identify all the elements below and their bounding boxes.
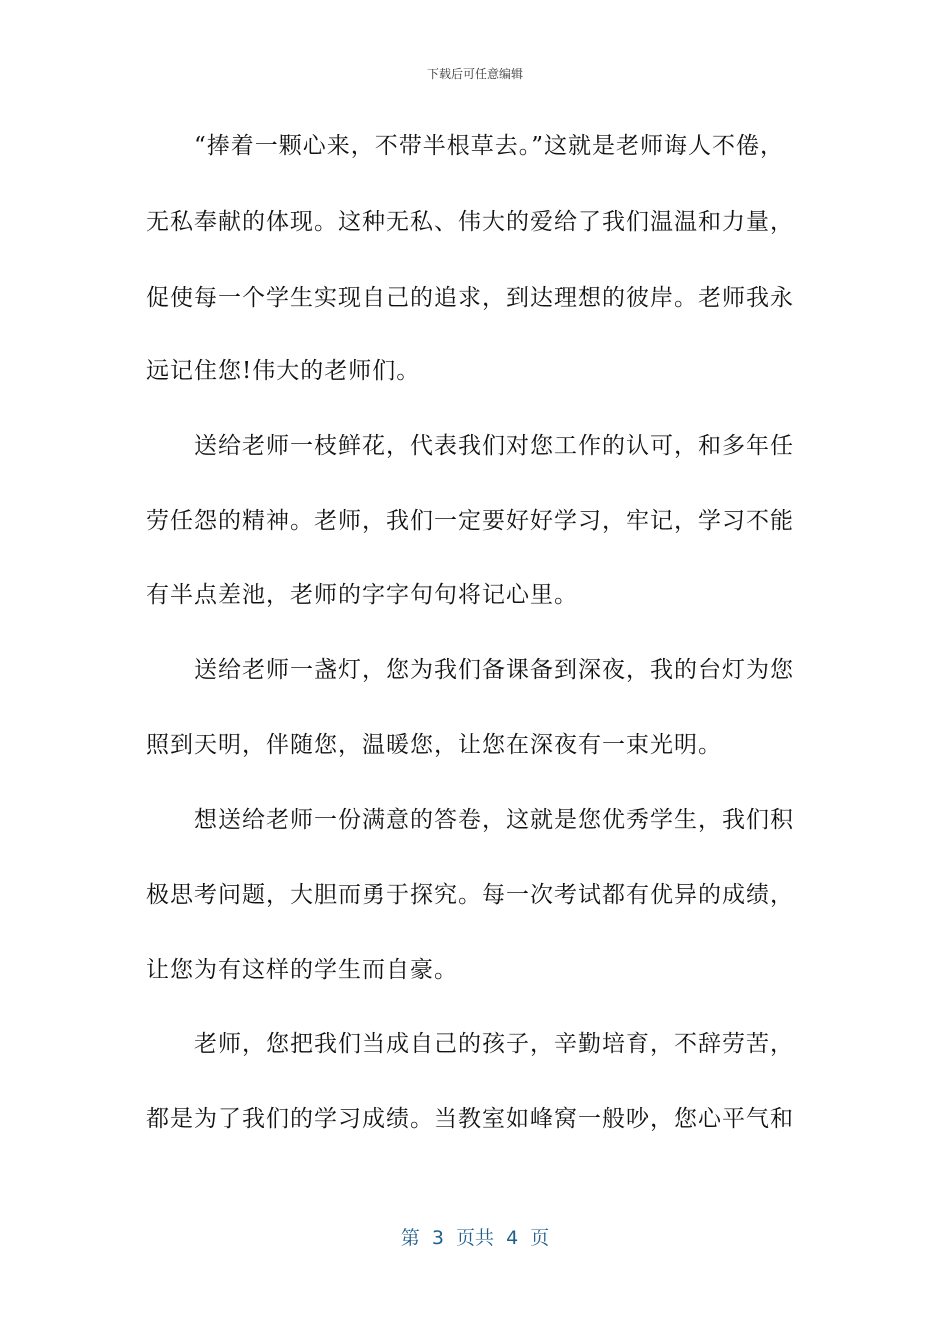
text-line: 让您为有这样的学生而自豪。 [146,957,458,983]
text-line: “捧着一颗心来，不带半根草去。”这就是老师诲人不倦， [194,133,785,159]
page-number-footer: 第 3 页共 4 页 [400,1227,550,1249]
text-line: 无私奉献的体现。这种无私、伟大的爱给了我们温温和力量， [146,209,794,235]
text-line: 送给老师一盏灯，您为我们备课备到深夜，我的台灯为您 [194,657,794,683]
text-line: 想送给老师一份满意的答卷，这就是您优秀学生，我们积 [194,807,794,833]
page-header-note: 下载后可任意编辑 [426,67,523,81]
text-line: 劳任怨的精神。老师，我们一定要好好学习，牢记，学习不能 [146,508,794,534]
text-line: 送给老师一枝鲜花，代表我们对您工作的认可，和多年任 [194,433,794,459]
text-line: 有半点差池，老师的字字句句将记心里。 [146,582,578,608]
text-line: 远记住您!伟大的老师们。 [146,358,421,384]
text-line: 极思考问题，大胆而勇于探究。每一次考试都有优异的成绩， [146,882,794,908]
text-line: 都是为了我们的学习成绩。当教室如峰窝一般吵，您心平气和 [146,1106,794,1132]
text-line: 老师，您把我们当成自己的孩子，辛勤培育，不辞劳苦， [194,1031,794,1057]
text-line: 照到天明，伴随您，温暖您，让您在深夜有一束光明。 [146,732,722,758]
text-line: 促使每一个学生实现自己的追求，到达理想的彼岸。老师我永 [146,285,794,311]
